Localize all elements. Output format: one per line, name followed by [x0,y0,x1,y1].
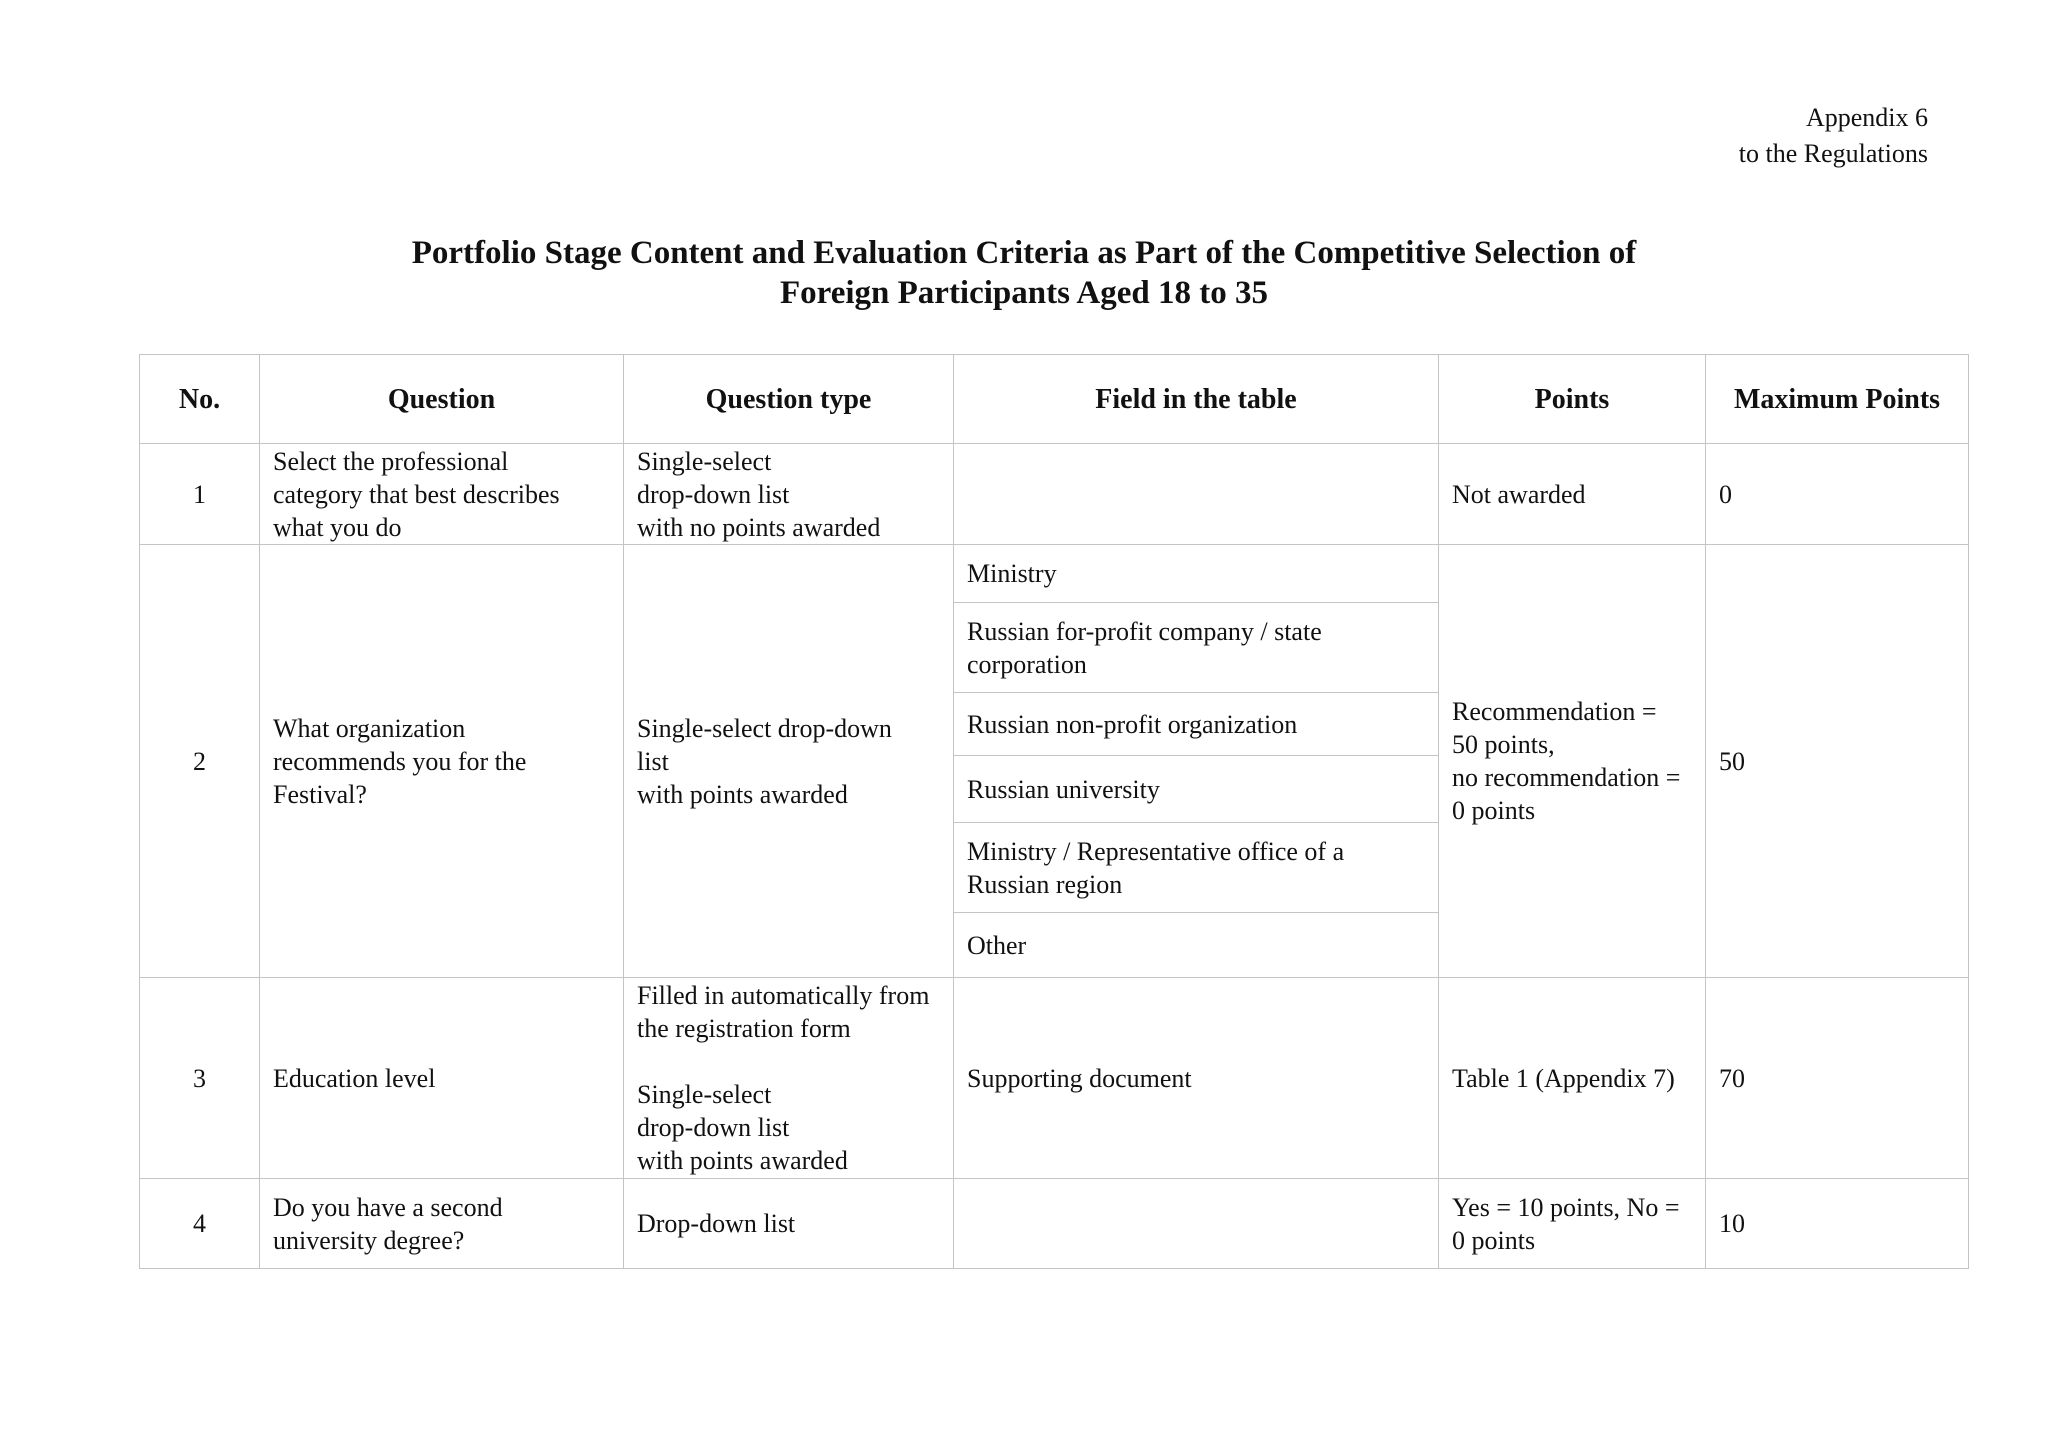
points-cell [1439,545,1706,978]
question-type-text: Drop-down list [637,1209,796,1238]
question-type-cell [624,978,954,1179]
title-line-2: Foreign Participants Aged 18 to 35 [780,275,1268,311]
field-option-non-profit [954,693,1439,756]
field-option-for-profit [954,603,1439,693]
max-points-cell: 10 [1706,1179,1969,1269]
question-text: Do you have a second [273,1192,503,1222]
column-header-max-points: Maximum Points [1706,355,1969,444]
points-cell [1439,444,1706,545]
row-number: 1 [140,444,260,545]
field-option-other [954,913,1439,978]
question-text: category that best describes [273,479,560,509]
question-type-text: the registration form [637,1014,851,1043]
points-cell [1439,978,1706,1179]
page-title [0,233,2048,313]
column-header-question-type: Question type [624,355,954,444]
field-cell [954,1179,1439,1269]
column-header-field: Field in the table [954,355,1439,444]
table-row [140,978,1969,1179]
row-number: 4 [140,1179,260,1269]
question-type-text: Single-select drop-down [637,713,892,743]
appendix-number: Appendix 6 [1805,103,1928,132]
question-type-text: drop-down list [637,1113,790,1142]
field-option-text: Russian for-profit company / state [967,616,1322,646]
question-type-text: with points awarded [637,1146,848,1175]
question-type-cell [624,545,954,978]
line-gap [637,1045,940,1078]
question-type-text: with no points awarded [637,512,881,542]
row-number: 2 [140,545,260,978]
points-text: no recommendation = [1452,763,1681,792]
points-text: 0 points [1452,1225,1536,1255]
question-type-text: with points awarded [637,779,848,809]
table-row [140,545,1969,603]
question-text: What organization [273,713,466,743]
table-row [140,444,1969,545]
question-text: Education level [273,1063,436,1093]
title-line-1: Portfolio Stage Content and Evaluation Criteria as Part of the Competitive Selection of [411,235,1637,271]
question-text: recommends you for the [273,746,527,776]
question-cell [260,1179,624,1269]
row-number: 3 [140,978,260,1179]
points-text: Yes = 10 points, No = [1452,1192,1680,1222]
field-option-text: Russian region [967,869,1123,899]
field-cell: Supporting document [954,978,1439,1179]
field-option-text: Russian non-profit organization [967,709,1298,739]
question-text: Select the professional [273,446,509,476]
question-cell [260,978,624,1179]
appendix-regulations: to the Regulations [1738,139,1928,168]
field-option-text: Ministry [967,559,1057,588]
field-option-text: Ministry / Representative office of a [967,836,1345,866]
column-header-points: Points [1439,355,1706,444]
question-type-text: Single-select [637,1080,772,1109]
points-text: Recommendation = [1452,697,1657,726]
question-text: Festival? [273,779,367,809]
table-header-row [140,355,1969,444]
points-text: 50 points, [1452,730,1555,759]
points-text: Table 1 (Appendix 7) [1452,1063,1675,1093]
column-header-no: No. [140,355,260,444]
max-points-cell: 70 [1706,978,1969,1179]
column-header-question: Question [260,355,624,444]
max-points-cell: 50 [1706,545,1969,978]
appendix-reference [1739,100,1928,172]
question-text: university degree? [273,1225,465,1255]
max-points-cell: 0 [1706,444,1969,545]
question-type-text: Filled in automatically from [637,981,930,1010]
field-option-regional-office [954,823,1439,913]
points-text: 0 points [1452,796,1536,825]
field-option-text: Other [967,930,1027,960]
table-row [140,1179,1969,1269]
criteria-table [139,354,1969,1269]
field-option-ministry [954,545,1439,603]
field-cell [954,444,1439,545]
field-option-text: Russian university [967,774,1160,804]
question-type-cell [624,444,954,545]
points-text: Not awarded [1452,479,1586,509]
question-text: what you do [273,512,402,542]
question-cell [260,545,624,978]
field-option-university [954,756,1439,823]
question-type-cell [624,1179,954,1269]
question-type-text: drop-down list [637,479,790,509]
field-option-text: corporation [967,649,1087,679]
question-type-text: list [637,746,669,776]
question-cell [260,444,624,545]
question-type-text: Single-select [637,446,772,476]
points-cell [1439,1179,1706,1269]
